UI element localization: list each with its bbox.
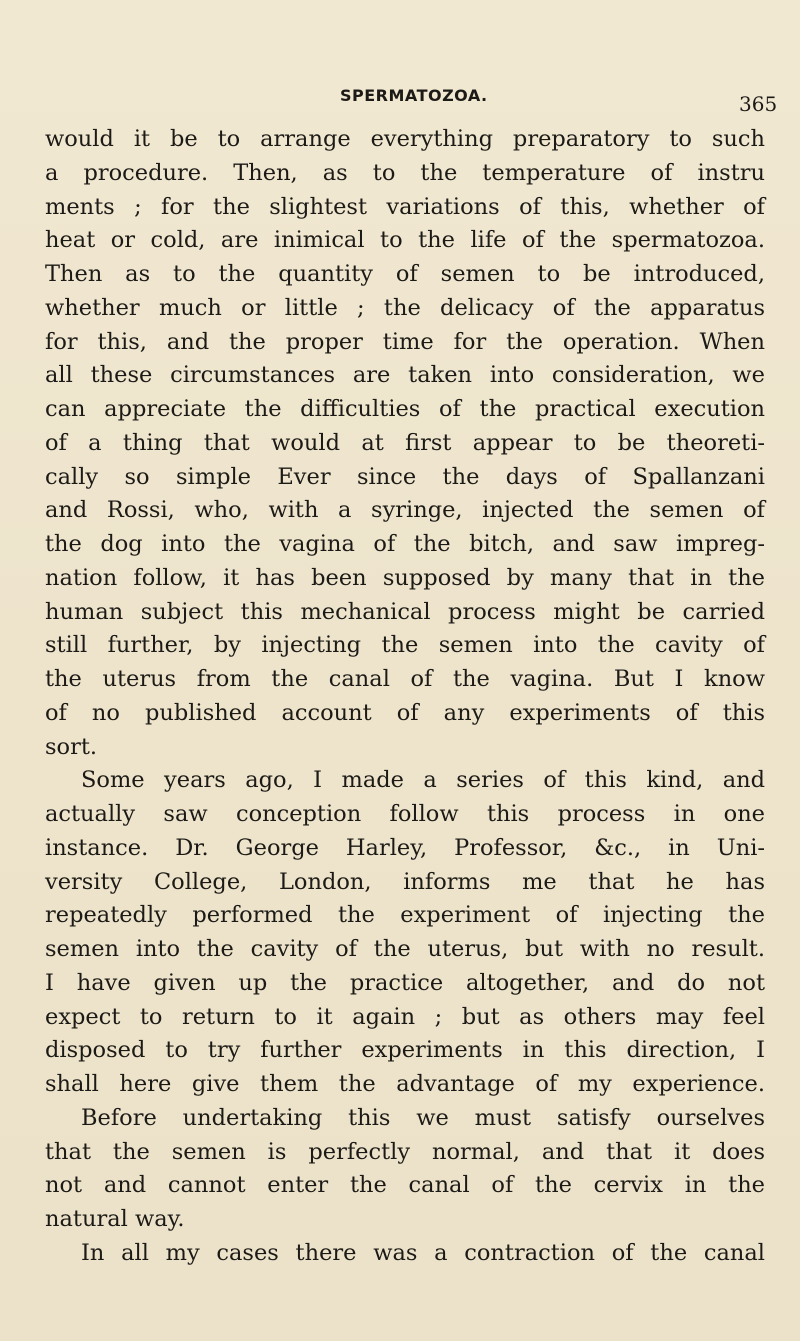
body-text xyxy=(45,123,765,1271)
text-line: sort. xyxy=(45,733,98,760)
text-line: natural way. xyxy=(45,1206,185,1232)
text-line: shall here give them the advantage of my experience. xyxy=(45,1071,765,1097)
text-line: repeatedly performed the experiment of injecting the xyxy=(45,902,765,929)
text-line: and Rossi, who, with a syringe, injected the semen of xyxy=(45,497,765,524)
text-line: ments ; for the slightest variations of this, whether of xyxy=(45,193,765,220)
text-line: for this, and the proper time for the operation. When xyxy=(45,328,765,355)
text-line: disposed to try further experiments in this direction, I xyxy=(45,1037,765,1064)
text-line: actually saw conception follow this process in one xyxy=(45,801,765,827)
text-line: cally so simple Ever since the days of Spallanzani xyxy=(45,463,765,490)
text-line: that the semen is perfectly normal, and that it does xyxy=(45,1138,765,1165)
text-line: the dog into the vagina of the bitch, and saw impreg- xyxy=(45,531,765,557)
text-line: of a thing that would at first appear to be theoreti- xyxy=(45,429,765,456)
running-head xyxy=(0,86,800,116)
text-line: the uterus from the canal of the vagina. But I know xyxy=(45,666,765,692)
text-line: instance. Dr. George Harley, Professor, &c., in Uni- xyxy=(45,834,765,861)
text-line: nation follow, it has been supposed by many that in the xyxy=(45,564,765,591)
text-line: expect to return to it again ; but as others may feel xyxy=(45,1003,765,1030)
text-line: whether much or little ; the delicacy of the apparatus xyxy=(45,294,765,321)
text-line: Then as to the quantity of semen to be introduced, xyxy=(45,261,765,287)
text-line: I have given up the practice altogether, and do not xyxy=(45,969,765,996)
text-line: semen into the cavity of the uterus, but with no result. xyxy=(45,936,765,962)
text-line: human subject this mechanical process might be carried xyxy=(45,598,765,625)
running-title: SPERMATOZOA. xyxy=(340,86,488,105)
text-line: versity College, London, informs me that he has xyxy=(45,868,765,895)
text-line: would it be to arrange everything preparatory to such xyxy=(45,126,765,152)
text-line: heat or cold, are inimical to the life of the spermatozoa. xyxy=(45,227,765,254)
page-number: 365 xyxy=(739,92,778,116)
text-line: still further, by injecting the semen into the cavity of xyxy=(45,632,765,659)
text-line: a procedure. Then, as to the temperature of instru xyxy=(45,159,765,186)
text-line: can appreciate the difficulties of the practical execution xyxy=(45,396,765,422)
text-line: In all my cases there was a contraction of the canal xyxy=(81,1239,765,1266)
text-line: all these circumstances are taken into consideration, we xyxy=(45,362,765,389)
text-line: not and cannot enter the canal of the cervix in the xyxy=(45,1172,765,1199)
text-line: Some years ago, I made a series of this kind, and xyxy=(81,767,765,794)
text-line: Before undertaking this we must satisfy ourselves xyxy=(81,1104,765,1131)
text-line: of no published account of any experiments of this xyxy=(45,699,765,726)
